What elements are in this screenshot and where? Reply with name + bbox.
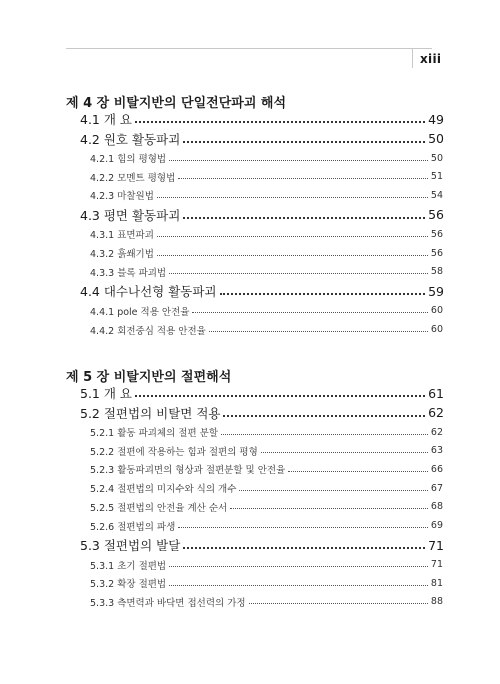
- dot-leader: [183, 141, 425, 143]
- dot-leader: [183, 547, 425, 549]
- entry-title: 5.2 절편법의 비탈면 적용: [80, 405, 221, 421]
- dot-leader: [249, 603, 428, 604]
- entry-title: 5.3.3 측면력과 바닥면 접선력의 가정: [90, 597, 246, 609]
- toc-section-entry[interactable]: [80, 384, 444, 402]
- toc-subsection-entry[interactable]: [90, 263, 443, 281]
- chapter-title: 제 4 장 비탈지반의 단일전단파괴 해석: [66, 96, 287, 111]
- dot-leader: [221, 434, 428, 435]
- entry-title: 4.4.1 pole 적용 안전율: [90, 306, 190, 318]
- dot-leader: [169, 160, 428, 161]
- entry-title: 4.3.2 흙쐐기법: [90, 249, 154, 261]
- entry-page-number: 56: [428, 207, 444, 223]
- entry-page-number: 59: [428, 283, 444, 299]
- toc-subsection-entry[interactable]: [90, 186, 443, 204]
- toc-section-entry[interactable]: [80, 404, 444, 422]
- dot-leader: [135, 395, 425, 397]
- toc-subsection-entry[interactable]: [90, 149, 443, 167]
- entry-page-number: 81: [430, 577, 443, 589]
- entry-title: 5.2.6 절편법의 파생: [90, 521, 176, 533]
- entry-page-number: 50: [428, 131, 444, 146]
- dot-leader: [183, 217, 425, 219]
- dot-leader: [169, 273, 428, 274]
- entry-page-number: 60: [430, 324, 443, 335]
- entry-title: 5.3 절편법의 발달: [80, 538, 181, 553]
- entry-title: 4.2.3 마찰원법: [90, 191, 154, 203]
- toc-subsection-entry[interactable]: [90, 442, 443, 460]
- toc-subsection-entry[interactable]: [90, 423, 443, 441]
- toc-subsection-entry[interactable]: [90, 321, 443, 339]
- toc-section-entry[interactable]: [80, 110, 444, 128]
- entry-title: 5.2.4 절편법의 미지수와 식의 개수: [90, 484, 237, 496]
- entry-page-number: 71: [430, 559, 443, 570]
- entry-page-number: 62: [430, 426, 443, 438]
- dot-leader: [288, 471, 428, 472]
- toc-section-entry[interactable]: [80, 206, 444, 224]
- toc-subsection-entry[interactable]: [90, 460, 443, 478]
- entry-page-number: 68: [430, 501, 443, 513]
- dot-leader: [230, 508, 428, 509]
- entry-title: 5.2.5 절편법의 안전율 계산 순서: [90, 502, 228, 514]
- dot-leader: [157, 197, 428, 198]
- dot-leader: [239, 490, 428, 491]
- toc-subsection-entry[interactable]: [90, 593, 443, 611]
- entry-title: 4.3.1 표면파괴: [90, 230, 154, 242]
- dot-leader: [261, 452, 428, 453]
- toc-subsection-entry[interactable]: [90, 168, 443, 186]
- toc-subsection-entry[interactable]: [90, 498, 443, 516]
- entry-title: 5.2.1 활동 파괴체의 절편 분할: [90, 428, 219, 439]
- entry-page-number: 58: [430, 266, 443, 278]
- toc-subsection-entry[interactable]: [90, 302, 443, 320]
- dot-leader: [178, 527, 428, 528]
- toc-subsection-entry[interactable]: [90, 244, 443, 262]
- dot-leader: [157, 236, 428, 237]
- entry-page-number: 56: [430, 228, 443, 240]
- toc-subsection-entry[interactable]: [90, 517, 443, 535]
- entry-title: 5.3.1 초기 절편법: [90, 560, 167, 572]
- dot-leader: [169, 566, 428, 567]
- page-number: xiii: [420, 52, 442, 66]
- entry-page-number: 56: [430, 247, 443, 259]
- entry-page-number: 66: [430, 463, 443, 475]
- dot-leader: [157, 255, 428, 256]
- entry-page-number: 49: [428, 111, 444, 127]
- dot-leader: [169, 585, 428, 586]
- header-divider: [412, 48, 413, 68]
- entry-title: 5.2.3 활동파괴면의 형상과 절편분할 및 안전율: [90, 465, 286, 477]
- entry-title: 4.1 개 요: [80, 112, 132, 127]
- toc-subsection-entry[interactable]: [90, 479, 443, 497]
- entry-title: 5.2.2 절편에 작용하는 힘과 절편의 평형: [90, 446, 258, 458]
- entry-page-number: 63: [430, 445, 443, 457]
- dot-leader: [178, 178, 428, 179]
- entry-title: 4.2.1 힘의 평형법: [90, 154, 167, 165]
- chapter-title: 제 5 장 비탈지반의 절편해석: [66, 370, 232, 385]
- toc-section-entry[interactable]: [80, 282, 444, 300]
- header-rule: [66, 48, 432, 49]
- entry-title: 5.1 개 요: [80, 386, 132, 401]
- toc-section-entry[interactable]: [80, 536, 444, 554]
- entry-page-number: 67: [430, 482, 443, 494]
- dot-leader: [192, 312, 427, 313]
- entry-page-number: 62: [428, 405, 444, 420]
- toc-section-entry[interactable]: [80, 130, 444, 148]
- entry-title: 4.2.2 모멘트 평형법: [90, 172, 176, 184]
- entry-title: 4.3.3 블록 파괴법: [90, 267, 167, 279]
- entry-title: 5.3.2 확장 절편법: [90, 579, 167, 591]
- dot-leader: [223, 415, 425, 417]
- entry-title: 4.4.2 회전중심 적용 안전율: [90, 325, 206, 337]
- entry-title: 4.4 대수나선형 활동파괴: [80, 284, 217, 300]
- entry-page-number: 50: [430, 152, 443, 164]
- entry-page-number: 54: [430, 189, 443, 201]
- entry-title: 4.2 원호 활동파괴: [80, 131, 181, 147]
- dot-leader: [135, 121, 425, 123]
- entry-page-number: 88: [430, 596, 443, 608]
- entry-page-number: 69: [430, 520, 443, 531]
- dot-leader: [220, 293, 426, 295]
- entry-page-number: 71: [428, 537, 444, 553]
- toc-subsection-entry[interactable]: [90, 574, 443, 592]
- entry-page-number: 51: [430, 171, 443, 183]
- toc-subsection-entry[interactable]: [90, 225, 443, 243]
- entry-title: 4.3 평면 활동파괴: [80, 207, 181, 223]
- dot-leader: [209, 331, 428, 332]
- entry-page-number: 61: [428, 385, 444, 401]
- entry-page-number: 60: [430, 305, 443, 317]
- toc-subsection-entry[interactable]: [90, 556, 443, 574]
